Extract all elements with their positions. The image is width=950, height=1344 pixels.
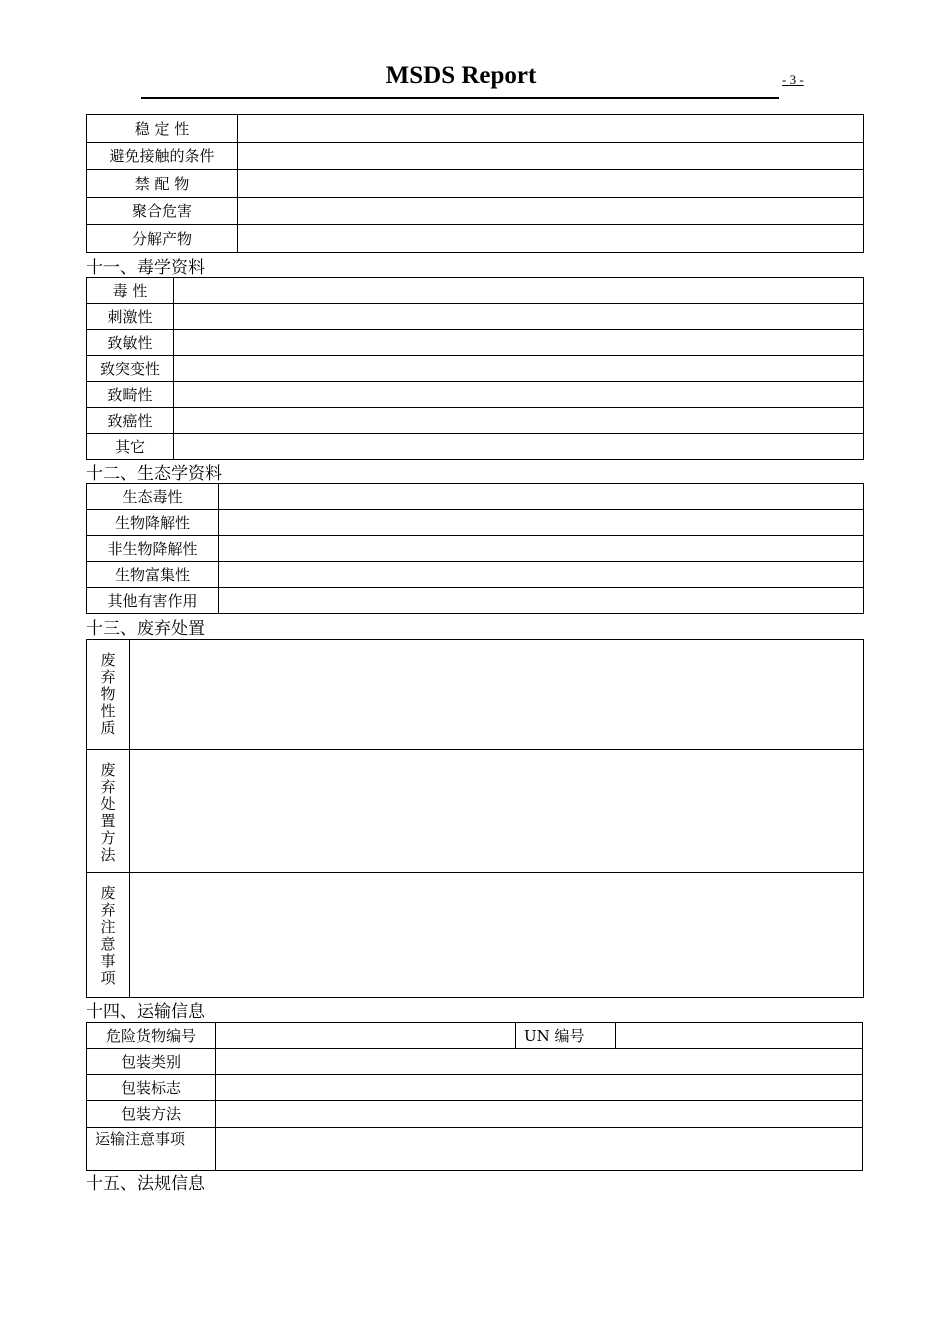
row-label: 聚合危害 xyxy=(87,198,238,225)
row-label: 避免接触的条件 xyxy=(87,143,238,170)
row-label: 致癌性 xyxy=(87,408,174,434)
stability-table xyxy=(86,114,864,253)
header-rule xyxy=(141,97,779,99)
value-cell xyxy=(174,382,864,408)
row-label: 包装标志 xyxy=(87,1075,216,1101)
section-title-regulatory: 十五、法规信息 xyxy=(86,1174,205,1194)
row-label: 包装方法 xyxy=(87,1101,216,1128)
row-label: 危险货物编号 xyxy=(87,1023,216,1049)
row-label: 其它 xyxy=(87,434,174,460)
page-number: - 3 - xyxy=(782,72,804,87)
value-cell xyxy=(616,1023,863,1049)
section-title-toxicology: 十一、毒学资料 xyxy=(86,258,205,278)
row-label-vertical xyxy=(87,873,130,998)
row-label: 毒 性 xyxy=(87,278,174,304)
disposal-table xyxy=(86,639,864,998)
value-cell xyxy=(238,198,864,225)
ecology-table xyxy=(86,483,864,614)
value-cell xyxy=(216,1023,516,1049)
row-label: 致突变性 xyxy=(87,356,174,382)
value-cell xyxy=(174,278,864,304)
row-label: 生物降解性 xyxy=(87,510,219,536)
value-cell xyxy=(174,356,864,382)
row-label: 其他有害作用 xyxy=(87,588,219,614)
value-cell xyxy=(238,115,864,143)
row-label-vertical xyxy=(87,750,130,873)
section-title-ecology: 十二、生态学资料 xyxy=(86,464,222,484)
transport-table xyxy=(86,1022,863,1171)
value-cell xyxy=(174,304,864,330)
value-cell xyxy=(216,1075,863,1101)
toxicology-table xyxy=(86,277,864,460)
value-cell xyxy=(174,434,864,460)
value-cell xyxy=(216,1049,863,1075)
page-title: MSDS Report xyxy=(385,62,537,89)
row-label: 生物富集性 xyxy=(87,562,219,588)
section-title-disposal: 十三、废弃处置 xyxy=(86,619,205,639)
value-cell xyxy=(238,225,864,253)
row-label: 运输注意事项 xyxy=(87,1128,216,1171)
row-label: 分解产物 xyxy=(87,225,238,253)
row-label: 生态毒性 xyxy=(87,484,219,510)
un-number-label: UN 编号 xyxy=(516,1023,616,1049)
value-cell xyxy=(174,408,864,434)
row-label: 废弃物性质 xyxy=(100,651,116,737)
section-title-transport: 十四、运输信息 xyxy=(86,1002,205,1022)
value-cell xyxy=(219,510,864,536)
value-cell xyxy=(219,588,864,614)
value-cell xyxy=(216,1101,863,1128)
row-label-vertical xyxy=(87,640,130,750)
value-cell xyxy=(219,536,864,562)
row-label: 废弃注意事项 xyxy=(100,884,116,987)
value-cell xyxy=(130,640,864,750)
value-cell xyxy=(238,170,864,198)
row-label: 非生物降解性 xyxy=(87,536,219,562)
row-label: 包装类别 xyxy=(87,1049,216,1075)
row-label: 致畸性 xyxy=(87,382,174,408)
value-cell xyxy=(216,1128,863,1171)
row-label: 废弃处置方法 xyxy=(100,761,116,864)
row-label: 致敏性 xyxy=(87,330,174,356)
value-cell xyxy=(130,873,864,998)
value-cell xyxy=(219,562,864,588)
row-label: 禁 配 物 xyxy=(87,170,238,198)
value-cell xyxy=(174,330,864,356)
value-cell xyxy=(219,484,864,510)
value-cell xyxy=(130,750,864,873)
row-label: 稳 定 性 xyxy=(87,115,238,143)
row-label: 刺激性 xyxy=(87,304,174,330)
value-cell xyxy=(238,143,864,170)
